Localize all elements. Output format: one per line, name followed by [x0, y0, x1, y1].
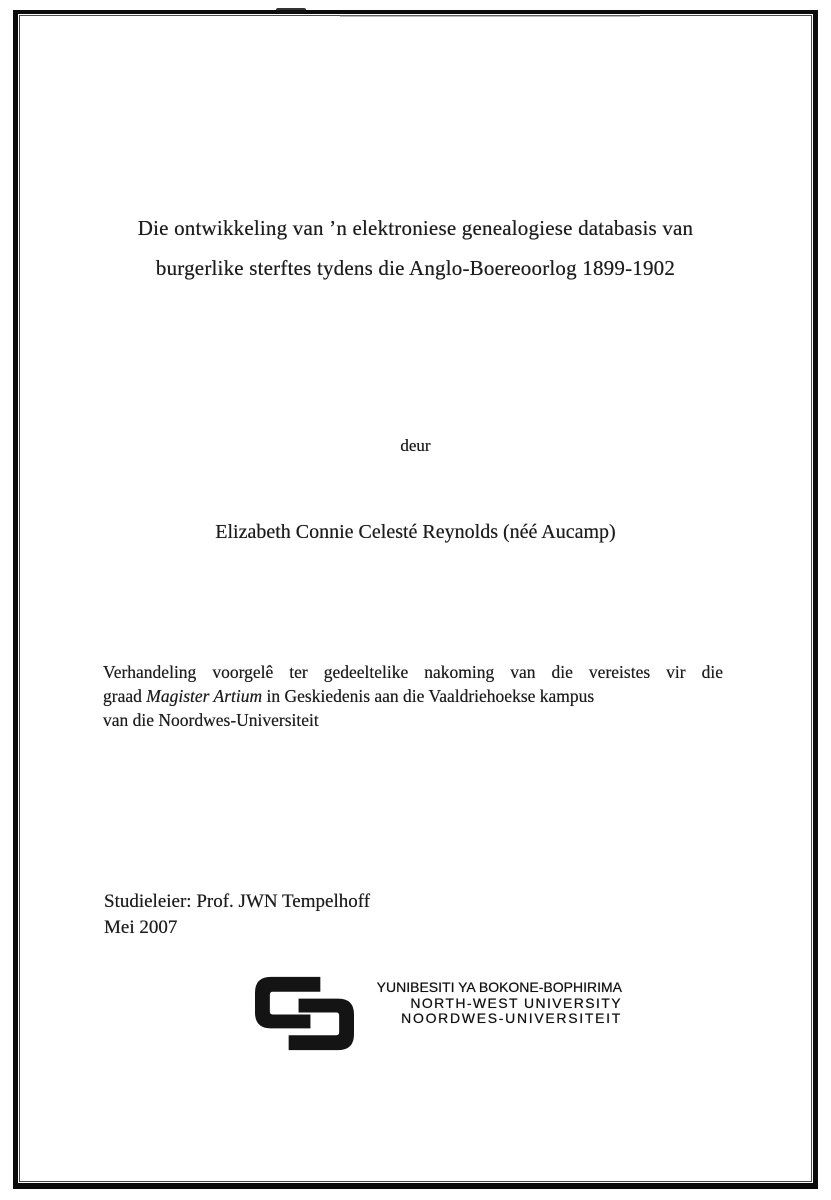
- nwu-logo-wordmark: [366, 980, 622, 1027]
- supervisor-block: [104, 889, 370, 941]
- byline-deur: deur: [400, 436, 431, 455]
- nwu-logo: [255, 976, 622, 1051]
- logo-line-setswana: YUNIBESITI YA BOKONE-BOPHIRIMA: [376, 979, 622, 995]
- scan-artifact: [340, 15, 640, 17]
- logo-line-afrikaans: NOORDWES-UNIVERSITEIT: [401, 1010, 622, 1027]
- scan-artifact: [276, 8, 306, 13]
- logo-line-english: NORTH-WEST UNIVERSITY: [410, 994, 622, 1011]
- degree-name-italic: Magister Artium: [146, 685, 263, 706]
- author-name: Elizabeth Connie Celesté Reynolds (néé Aucamp): [215, 521, 616, 543]
- date-line: Mei 2007: [104, 917, 178, 938]
- submission-statement: [103, 661, 723, 732]
- thesis-title-line-2: burgerlike sterftes tydens die Anglo-Boereoorlog 1899-1902: [155, 256, 676, 280]
- statement-line-2: [103, 685, 723, 709]
- thesis-title: [40, 208, 791, 288]
- statement-line-2-post: in Geskiedenis aan die Vaaldriehoekse kampus: [262, 685, 595, 706]
- statement-line-1: Verhandeling voorgelê ter gedeeltelike nakoming van die vereistes vir die: [103, 662, 723, 682]
- supervisor-line: Studieleier: Prof. JWN Tempelhoff: [104, 891, 371, 912]
- nwu-chain-link-icon: [255, 976, 354, 1051]
- statement-line-3: van die Noordwes-Universiteit: [103, 709, 319, 730]
- statement-line-2-pre: graad: [103, 685, 147, 706]
- thesis-title-line-1: Die ontwikkeling van ’n elektroniese genealogiese databasis van: [137, 216, 694, 240]
